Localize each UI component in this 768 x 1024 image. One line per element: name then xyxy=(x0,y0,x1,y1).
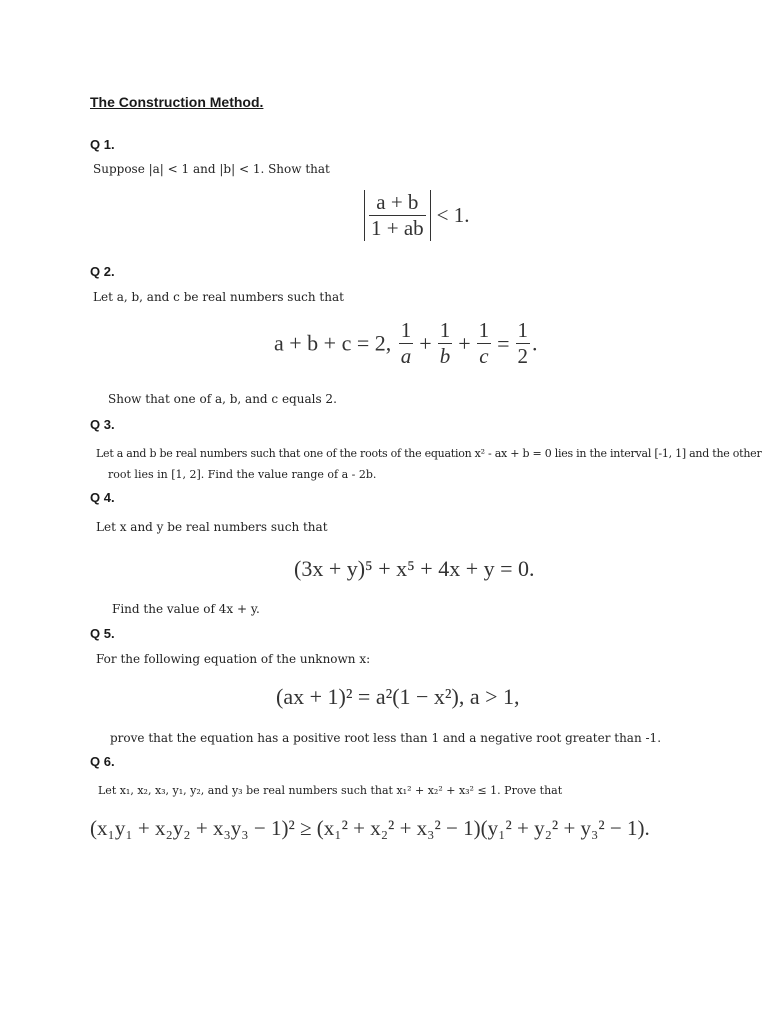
fraction-numerator: a + b xyxy=(369,190,426,216)
question-2-label: Q 2. xyxy=(90,264,115,279)
fraction xyxy=(438,318,453,369)
fraction-denominator: 1 + ab xyxy=(371,216,424,240)
fraction-numerator: 1 xyxy=(439,318,451,342)
fraction-denominator: c xyxy=(479,344,489,368)
question-4-label: Q 4. xyxy=(90,490,115,505)
fraction-denominator: b xyxy=(439,344,451,368)
operator: + xyxy=(458,330,471,356)
question-5-label: Q 5. xyxy=(90,626,115,641)
question-2-followup: Show that one of a, b, and c equals 2. xyxy=(108,392,337,406)
question-4-followup: Find the value of 4x + y. xyxy=(112,602,260,616)
question-6-formula: (x₁y₁ + x₂y₂ + x₃y₃ − 1)² ≥ (x₁² + x₂² + x₃² − 1)(y₁² + y₂² + y₃² − 1). xyxy=(90,816,650,840)
fraction-numerator: 1 xyxy=(478,318,490,342)
question-2-formula xyxy=(274,318,538,369)
question-5-followup: prove that the equation has a positive root less than 1 and a negative root greater than -1. xyxy=(110,731,662,745)
question-2-prompt: Let a, b, and c be real numbers such that xyxy=(93,290,344,304)
fraction xyxy=(477,318,492,369)
question-5-formula: (ax + 1)² = a²(1 − x²), a > 1, xyxy=(276,684,520,709)
formula-end: . xyxy=(532,330,538,356)
absolute-value-bars xyxy=(364,190,431,241)
question-6-label: Q 6. xyxy=(90,754,115,769)
question-3-label: Q 3. xyxy=(90,417,115,432)
question-1-prompt: Suppose |a| < 1 and |b| < 1. Show that xyxy=(93,162,330,176)
formula-relation: < 1. xyxy=(436,203,470,227)
question-5-prompt: For the following equation of the unknown x: xyxy=(96,652,371,666)
document-title: The Construction Method. xyxy=(90,94,264,110)
question-1-formula xyxy=(364,190,470,258)
formula-lead: a + b + c = 2, xyxy=(274,330,392,356)
operator: = xyxy=(497,330,510,356)
question-4-formula: (3x + y)⁵ + x⁵ + 4x + y = 0. xyxy=(294,556,535,581)
fraction xyxy=(399,318,414,369)
fraction-numerator: 1 xyxy=(400,318,412,342)
fraction-denominator: a xyxy=(400,344,412,368)
operator: + xyxy=(419,330,432,356)
fraction-denominator: 2 xyxy=(517,344,529,368)
question-1-label: Q 1. xyxy=(90,137,115,152)
fraction xyxy=(369,190,426,241)
fraction xyxy=(516,318,531,369)
question-3-prompt-line-1: Let a and b be real numbers such that one of the roots of the equation x² - ax + b = 0 lies in the interval [-1, 1] and the other xyxy=(96,447,762,460)
question-6-prompt: Let x₁, x₂, x₃, y₁, y₂, and y₃ be real numbers such that x₁² + x₂² + x₃² ≤ 1. Prove that xyxy=(98,784,563,797)
question-4-prompt: Let x and y be real numbers such that xyxy=(96,520,328,534)
question-3-prompt-line-2: root lies in [1, 2]. Find the value range of a - 2b. xyxy=(108,468,377,481)
fraction-numerator: 1 xyxy=(517,318,529,342)
